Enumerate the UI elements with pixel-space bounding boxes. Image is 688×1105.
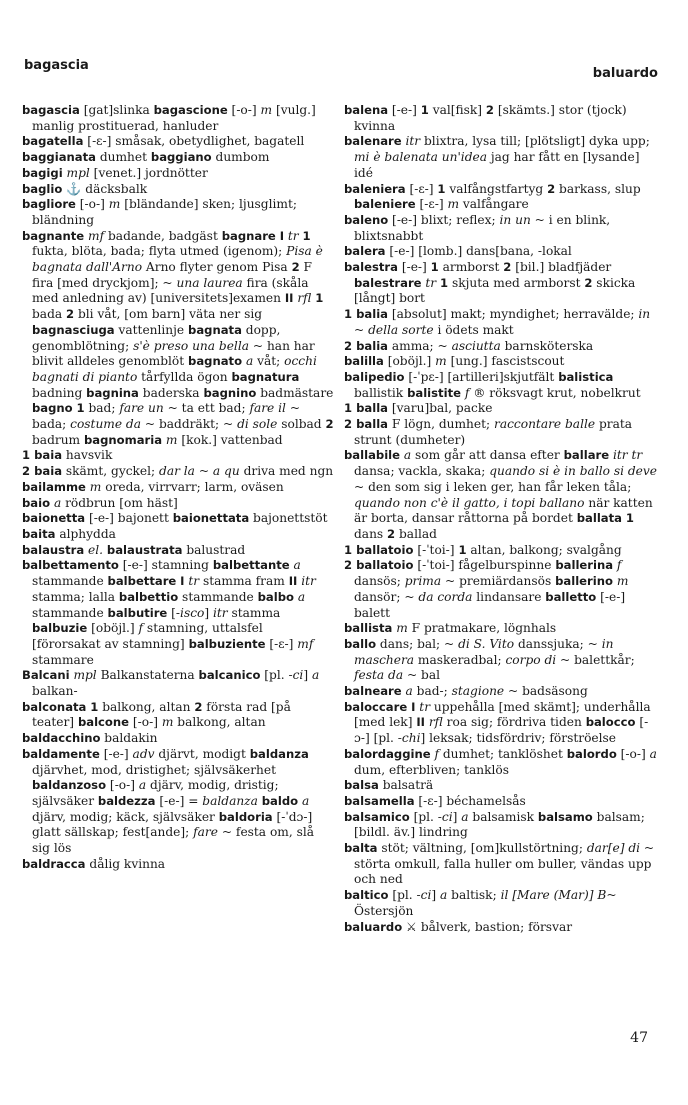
dictionary-entry: balbettamento [-e-] stamning balbettante a stammande balbettare I tr stamma fram II itr stamma; lalla balbettio stammande balbo a stammande balbutire [-isco] itr stamma balbuzie [oböjl.] f stamning, uttalsfel [förorsakat av stamning] balbuziente [-ɛ-] mf stammare (22, 558, 316, 667)
dictionary-entry: 2 baia skämt, gyckel; dar la ~ a qu driva med ngn (22, 464, 334, 479)
dictionary-entry: ballo dans; bal; ~ di S. Vito danssjuka; ~ in maschera maskeradbal; corpo di ~ balettkår; festa da ~ bal (344, 636, 635, 683)
dictionary-entry: balilla [oböjl.] m [ung.] fascistscout (344, 354, 565, 369)
dictionary-entry: baggianata dumhet baggiano dumbom (22, 150, 270, 165)
dictionary-entry: baldracca dålig kvinna (22, 856, 166, 871)
page-number: 47 (630, 1030, 648, 1046)
dictionary-entry: Balcani mpl Balkanstaterna balcanico [pl. -ci] a balkan- (22, 668, 320, 699)
dictionary-entry: balenare itr blixtra, lysa till; [plötsligt] dyka upp; mi è balenata un'idea jag har fått en [lysande] idé (344, 134, 650, 180)
dictionary-entry: 1 balia [absolut] makt; myndighet; herravälde; in ~ della sorte i ödets makt (344, 307, 651, 337)
dictionary-entry: balaustra el. balaustrata balustrad (22, 542, 246, 557)
dictionary-entry: balconata 1 balkong, altan 2 första rad [på teater] balcone [-o-] m balkong, altan (22, 699, 291, 730)
dictionary-entry: balsamico [pl. -ci] a balsamisk balsamo balsam; [bildl. äv.] lindring (344, 809, 645, 840)
dictionary-entry: bagnante mf badande, badgäst bagnare I tr 1 fukta, blöta, bada; flyta utmed (igenom); Pisa è bagnata dall'Arno Arno flyter genom Pisa 2 F fira [med dryckjom]; ~ una laurea fira (skåla med anledning av) [universitets]examen II rfl 1 bada 2 bli våt, [om barn] väta ner sig bagnasciuga vattenlinje bagnata dopp, genomblötning; s'è preso una bella ~ han har blivit alldeles genomblöt bagnato a våt; occhi bagnati di pianto tårfyllda ögon bagnatura badning bagnina baderska bagnino badmästare bagno 1 bad; fare un ~ ta ett bad; fare il ~ bada; costume da ~ baddräkt; ~ di sole solbad 2 badrum bagnomaria m [kok.] vattenbad (22, 228, 334, 447)
dictionary-entry: 1 ballatoio [-ˈtoi-] 1 altan, balkong; svalgång (344, 542, 622, 557)
dictionary-entry: balera [-e-] [lomb.] dans[bana, -lokal (344, 244, 572, 259)
dictionary-entry: balipedio [-ˈpɛ-] [artilleri]skjutfält balistica ballistik balistite f ® röksvagt krut, nobelkrut (344, 369, 641, 400)
dictionary-entry: baldamente [-e-] adv djärvt, modigt baldanza djärvhet, mod, dristighet; självsäkerhet baldanzoso [-o-] a djärv, modig, dristig; självsäker baldezza [-e-] = baldanza baldo a djärv, modig; käck, självsäker baldoria [-ˈdɔ-] glatt sällskap; fest[ande]; fare ~ festa om, slå sig lös (22, 746, 315, 856)
dictionary-entry: 2 ballatoio [-ˈtoi-] fågelburspinne ballerina f dansös; prima ~ premiärdansös ballerino m dansör; ~ da corda lindansare balletto [-e-] balett (344, 558, 629, 620)
dictionary-entry: 1 baia havsvik (22, 448, 113, 463)
dictionary-entry: balneare a bad-; stagione ~ badsäsong (344, 684, 588, 699)
left-column (22, 103, 335, 872)
dictionary-entry: balsamella [-ɛ-] béchamelsås (344, 793, 526, 808)
dictionary-entry: balordaggine f dumhet; tanklöshet balordo [-o-] a dum, efterbliven; tanklös (344, 746, 657, 777)
left-guide-word: bagascia (24, 58, 89, 73)
dictionary-entry: baita alphydda (22, 526, 116, 541)
right-guide-word: baluardo (592, 66, 658, 81)
dictionary-entry: baltico [pl. -ci] a baltisk; il [Mare (Mar)] B~ Östersjön (344, 888, 617, 918)
dictionary-entry: balta stöt; vältning, [om]kullstörtning; dar[e] di ~ störta omkull, falla huller om buller, vändas upp och ned (344, 841, 655, 887)
dictionary-entry: balestra [-e-] 1 armborst 2 [bil.] bladfjäder balestrare tr 1 skjuta med armborst 2 skicka [långt] bort (344, 260, 636, 306)
dictionary-entry: baleniera [-ɛ-] 1 valfångstfartyg 2 barkass, slup baleniere [-ɛ-] m valfångare (344, 181, 641, 212)
dictionary-entry: balena [-e-] 1 val[fisk] 2 [skämts.] stor (tjock) kvinna (344, 103, 627, 133)
dictionary-entry: bagliore [-o-] m [bländande] sken; ljusglimt; bländning (22, 197, 297, 227)
dictionary-entry: bagatella [-ɛ-] småsak, obetydlighet, bagatell (22, 134, 305, 149)
dictionary-entry: bagigi mpl [venet.] jordnötter (22, 165, 208, 180)
dictionary-entry: baloccare I tr uppehålla [med skämt]; underhålla [med lek] II rfl roa sig; fördriva tiden balocco [-ɔ-] [pl. -chi] leksak; tidsfördriv; förströelse (344, 699, 651, 746)
dictionary-entry: ballabile a som går att dansa efter ballare itr tr dansa; vackla, skaka; quando si è in ballo si deve ~ den som sig i leken ger, han får leken tåla; quando non c'è il gatto, i topi ballano när katten är borta, dansar råttorna på bordet ballata 1 dans 2 ballad (344, 448, 657, 541)
dictionary-entry: bagascia [gat]slinka bagascione [-o-] m [vulg.] manlig prostituerad, hanluder (22, 103, 316, 133)
dictionary-entry: baionetta [-e-] bajonett baionettata bajonettstöt (22, 511, 328, 526)
dictionary-entry: balsa balsaträ (344, 778, 434, 793)
dictionary-entry: baleno [-e-] blixt; reflex; in un ~ i en blink, blixtsnabbt (344, 212, 611, 243)
dictionary-entry: 2 balia amma; ~ asciutta barnsköterska (344, 338, 594, 353)
dictionary-entry: baluardo ⚔ bålverk, bastion; försvar (344, 919, 573, 934)
dictionary-entry: baldacchino baldakin (22, 731, 158, 746)
right-column (344, 103, 657, 935)
dictionary-entry: baglio ⚓ däcksbalk (22, 181, 148, 196)
dictionary-entry: 2 balla F lögn, dumhet; raccontare balle prata strunt (dumheter) (344, 417, 633, 447)
dictionary-entry: bailamme m oreda, virrvarr; larm, oväsen (22, 479, 284, 494)
dictionary-entry: 1 balla [varu]bal, packe (344, 401, 493, 416)
dictionary-entry: ballista m F pratmakare, lögnhals (344, 621, 557, 636)
dictionary-entry: baio a rödbrun [om häst] (22, 495, 178, 510)
